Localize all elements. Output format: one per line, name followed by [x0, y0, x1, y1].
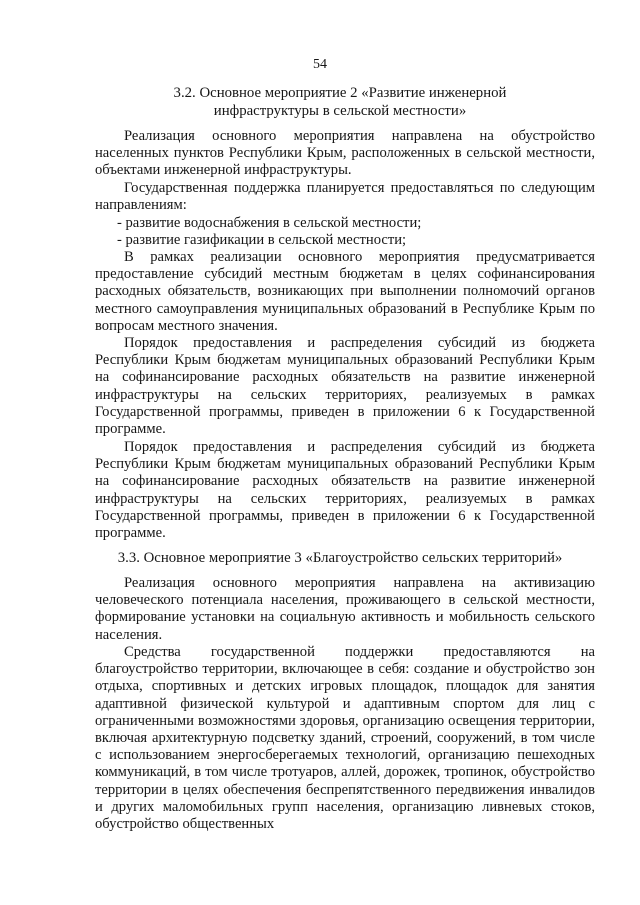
section-3-3-heading: 3.3. Основное мероприятие 3 «Благоустройство сельских территорий» [117, 550, 563, 566]
section-3-2-heading-line-2: инфраструктуры в сельской местности» [213, 103, 467, 119]
paragraph: Реализация основного мероприятия направлена на активизацию человеческого потенциала населения, проживающего в сельской местности, формирование установки на социальную активность и мобильность сельского населения. [95, 575, 595, 643]
paragraph: В рамках реализации основного мероприятия предусматривается предоставление субсидий местным бюджетам в целях софинансирования расходных обязательств, возникающих при выполнении полномочий органов местного самоуправления муниципальных образований в Республике Крым по вопросам местного значения. [95, 249, 595, 334]
paragraph: Порядок предоставления и распределения субсидий из бюджета Республики Крым бюджетам муниципальных образований Республики Крым на софинансирование расходных обязательств на развитие инженерной инфраструктуры на сельских территориях, реализуемых в рамках Государственной программы, приведен в приложении 6 к Государственной программе. [95, 439, 595, 542]
list-item: - развитие водоснабжения в сельской местности; [117, 215, 422, 231]
paragraph: Государственная поддержка планируется предоставляться по следующим направлениям: [95, 180, 595, 214]
paragraph: Средства государственной поддержки предоставляются на благоустройство территории, включающее в себя: создание и обустройство зон отдыха, спортивных и детских игровых площадок, площадок для занятия адаптивной физической культурой и адаптивным спортом для лиц с ограниченными возможностями здоровья, организацию освещения территории, включая архитектурную подсветку зданий, строений, сооружений, в том числе с использованием энергосберегаемых технологий, организацию пешеходных коммуникаций, в том числе тротуаров, аллей, дорожек, тропинок, обустройство территории в целях обеспечения беспрепятственного передвижения инвалидов и других маломобильных групп населения, организацию ливневых стоков, обустройство общественных [95, 644, 595, 833]
section-3-2-heading-line-1: 3.2. Основное мероприятие 2 «Развитие инженерной [173, 85, 507, 101]
page-number: 54 [313, 57, 327, 72]
paragraph: Порядок предоставления и распределения субсидий из бюджета Республики Крым бюджетам муниципальных образований Республики Крым на софинансирование расходных обязательств на развитие инженерной инфраструктуры на сельских территориях, реализуемых в рамках Государственной программы, приведен в приложении 6 к Государственной программе. [95, 335, 595, 438]
section-3-2-heading [150, 84, 530, 120]
list-item: - развитие газификации в сельской местности; [117, 232, 407, 248]
paragraph: Реализация основного мероприятия направлена на обустройство населенных пунктов Республики Крым, расположенных в сельской местности, объектами инженерной инфраструктуры. [95, 128, 595, 179]
